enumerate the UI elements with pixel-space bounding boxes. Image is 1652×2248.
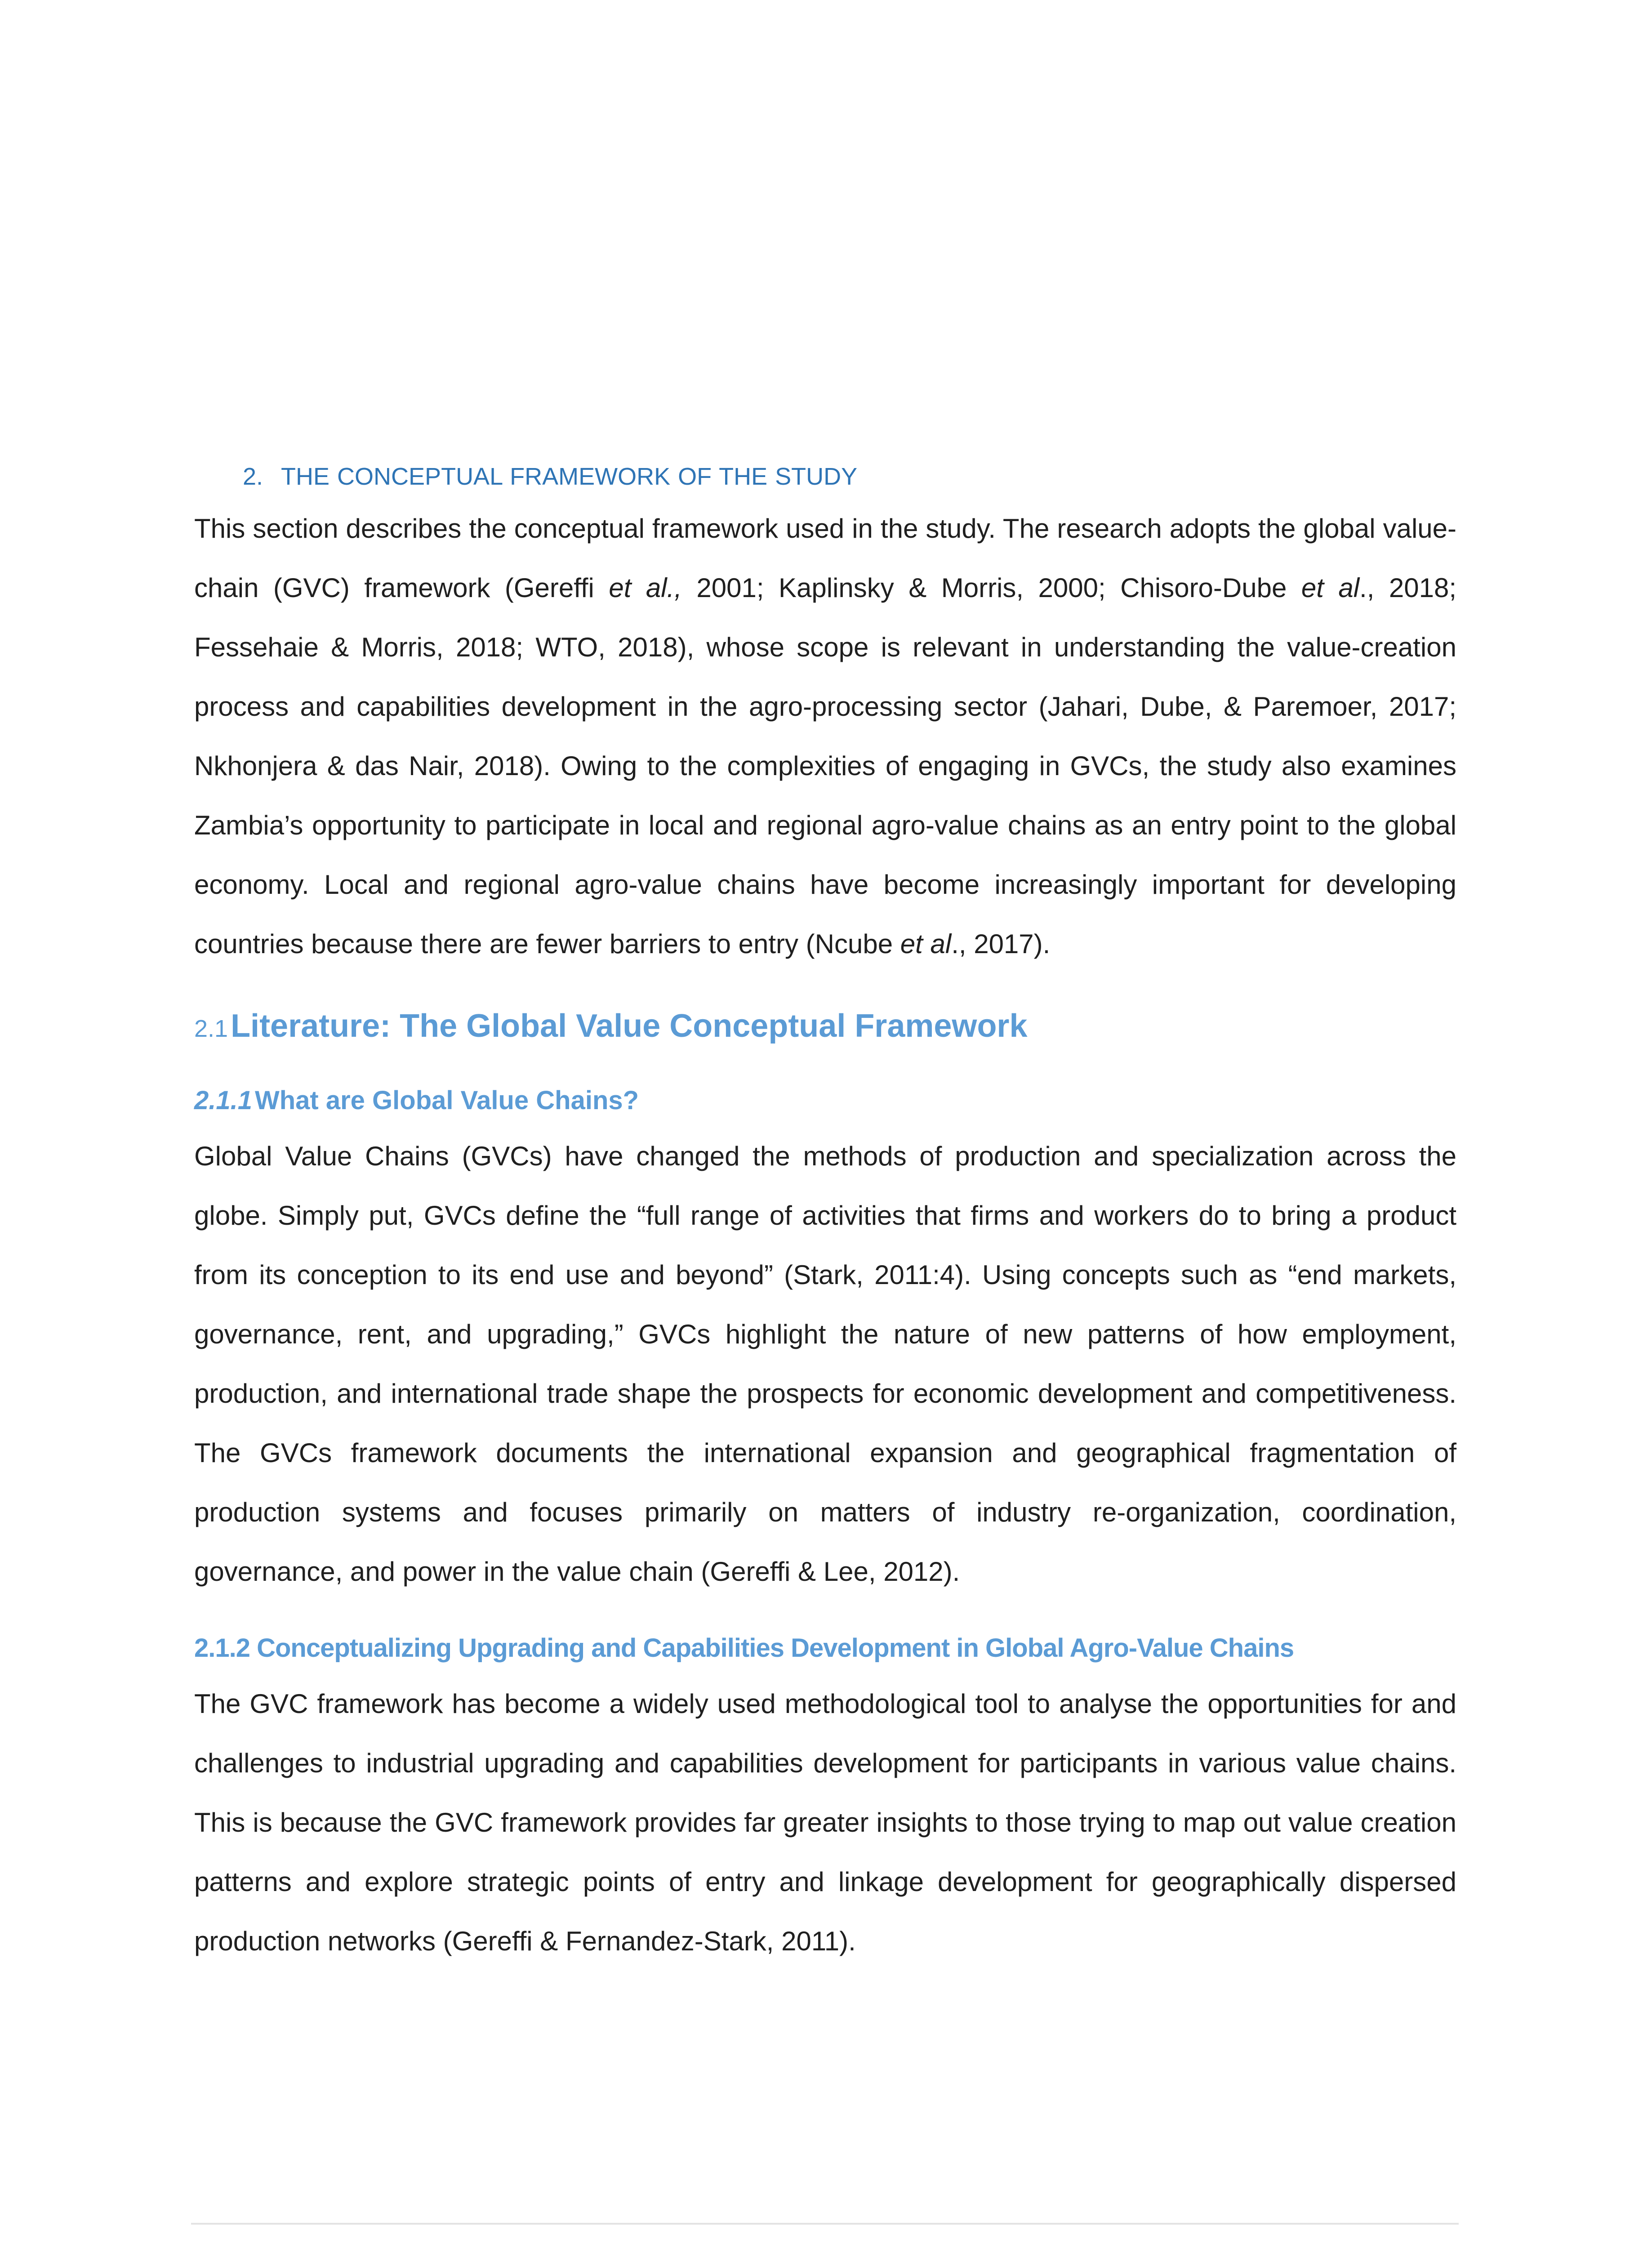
paragraph-text: 2001; Kaplinsky & Morris, 2000; Chisoro-Dube — [681, 573, 1301, 603]
citation-italic: et al — [900, 929, 952, 959]
section-title: What are Global Value Chains? — [255, 1086, 639, 1115]
section-title: THE CONCEPTUAL FRAMEWORK OF THE STUDY — [281, 463, 858, 490]
section-2-1-1-heading — [194, 1075, 1456, 1127]
section-2-paragraph — [194, 499, 1456, 974]
page-content — [194, 454, 1456, 1971]
section-title: Literature: The Global Value Conceptual Framework — [231, 1008, 1028, 1044]
section-number: 2.1.1 — [194, 1086, 252, 1115]
paragraph-text: This section describes the conceptual framework used in the study. The research adopts the global value-chain (GVC) framework (Gereffi — [194, 513, 1456, 603]
section-2-1-1-paragraph: Global Value Chains (GVCs) have changed the methods of production and specialization across the globe. Simply put, GVCs define the “full range of activities that firms and workers do to bring a product from its conception to its end use and beyond” (Stark, 2011:4). Using concepts such as “end markets, governance, rent, and upgrading,” GVCs highlight the nature of new patterns of how employment, production, and international trade shape the prospects for economic development and competitiveness. The GVCs framework documents the international expansion and geographical fragmentation of production systems and focuses primarily on matters of industry re-organization, coordination, governance, and power in the value chain (Gereffi & Lee, 2012). — [194, 1141, 1456, 1587]
paragraph-text: ., 2018; Fessehaie & Morris, 2018; WTO, 2018), whose scope is relevant in understanding the value-creation process and capabilities development in the agro-processing sector (Jahari, Dube, & Paremoer, 2017; Nkhonjera & das Nair, 2018). Owing to the complexities of engaging in GVCs, the study also examines Zambia’s opportunity to participate in local and regional agro-value chains as an entry point to the global economy. Local and regional agro-value chains have become increasingly important for developing countries because there are fewer barriers to entry (Ncube — [194, 573, 1457, 959]
section-number: 2.1 — [194, 1015, 228, 1042]
section-2-1-heading — [194, 995, 1456, 1057]
citation-italic: et al., — [609, 573, 682, 603]
citation-italic: et al — [1301, 573, 1360, 603]
section-number: 2. — [243, 463, 263, 490]
section-2-1-2-heading: 2.1.2 Conceptualizing Upgrading and Capabilities Development in Global Agro-Value Chains — [194, 1633, 1294, 1663]
footer-divider — [191, 2223, 1459, 2225]
paragraph-text: ., 2017). — [951, 929, 1051, 959]
section-2-1-2-paragraph: The GVC framework has become a widely used methodological tool to analyse the opportunities for and challenges to industrial upgrading and capabilities development for participants in various value chains. This is because the GVC framework provides far greater insights to those trying to map out value creation patterns and explore strategic points of entry and linkage development for geographically dispersed production networks (Gereffi & Fernandez-Stark, 2011). — [194, 1689, 1456, 1956]
section-2-heading — [243, 454, 1456, 499]
